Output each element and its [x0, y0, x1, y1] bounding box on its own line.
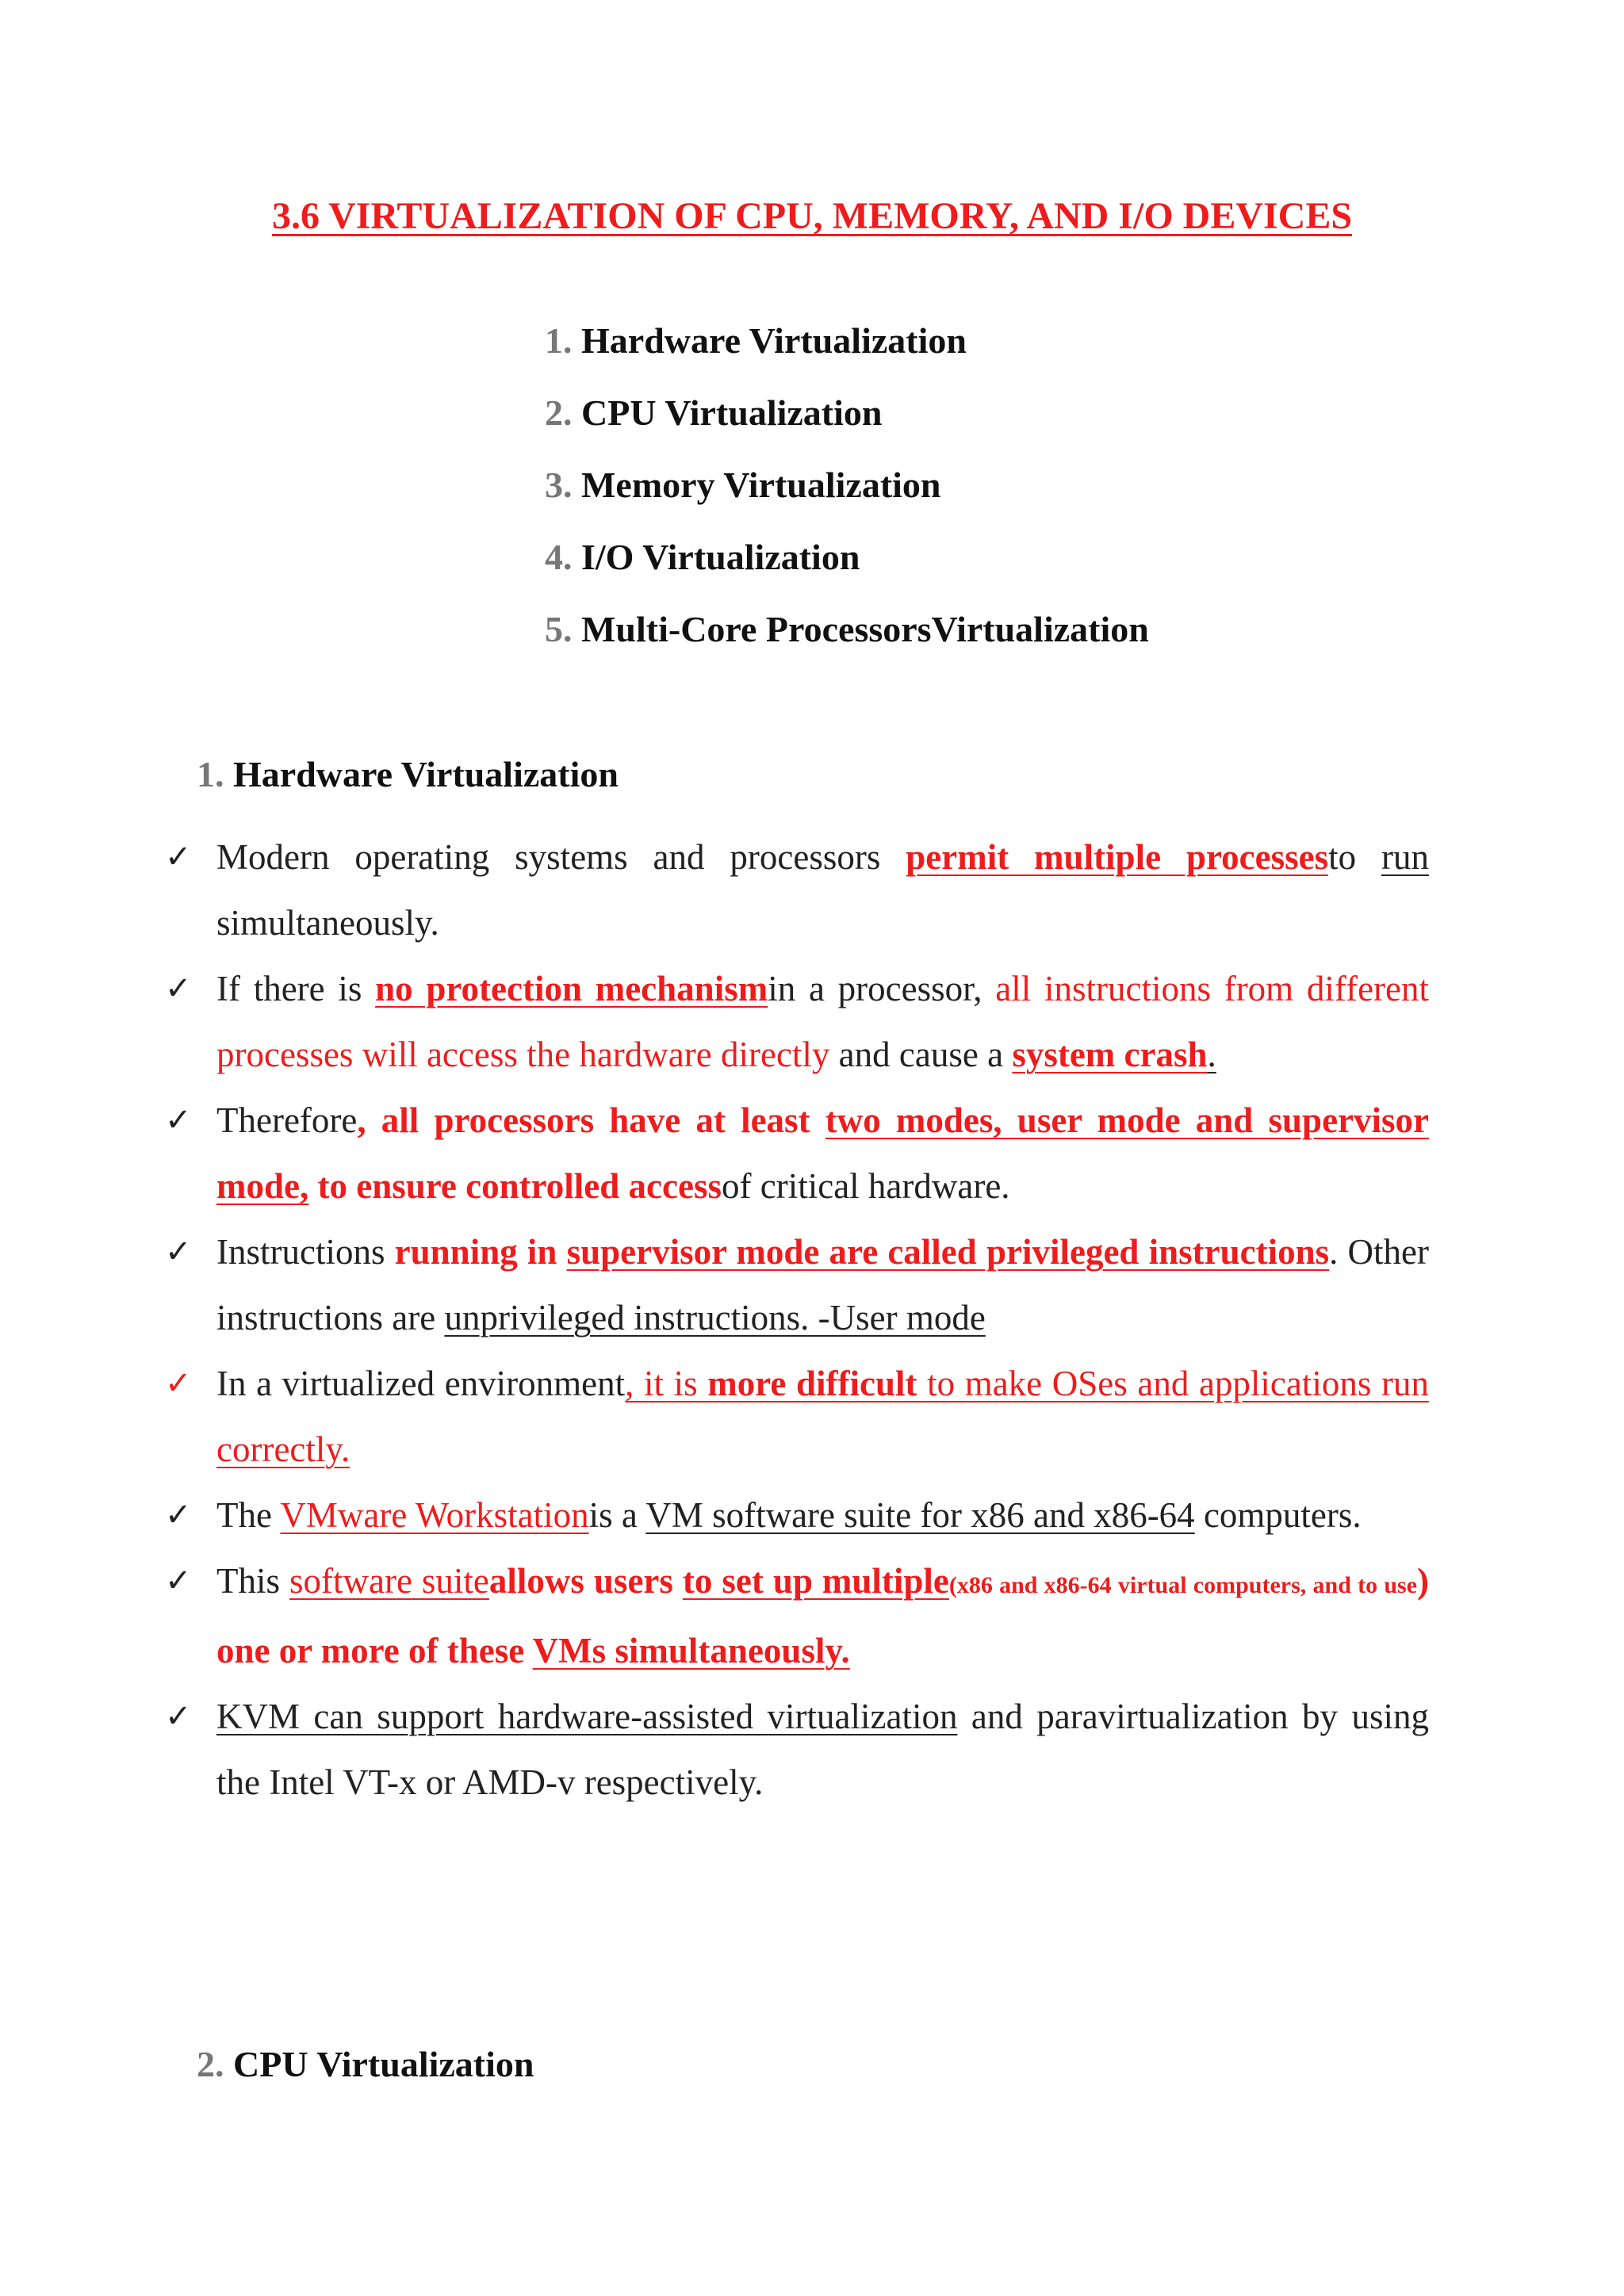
checkmark-icon: ✓: [165, 839, 192, 875]
bullet-item: [165, 1548, 1429, 1684]
checkmark-icon: ✓: [165, 1698, 192, 1735]
toc-item: [545, 534, 1149, 606]
bold-red-run: allows users: [488, 1561, 683, 1601]
text-run: This: [216, 1561, 289, 1601]
highlight-run: two modes, user mode and supervisor mode,: [216, 1100, 1430, 1206]
checkmark-icon: ✓: [165, 1563, 192, 1599]
text-run: in a processor,: [768, 969, 996, 1008]
page-title: 3.6 VIRTUALIZATION OF CPU, MEMORY, AND I/O DEVICES: [271, 195, 1353, 237]
text-run: .: [1207, 1035, 1216, 1074]
bullet-text: [216, 1483, 1429, 1548]
text-run: and cause a: [829, 1035, 1013, 1074]
checkmark-icon: ✓: [165, 1497, 192, 1533]
toc-item: [545, 389, 1149, 461]
bullet-text: [216, 1684, 1429, 1816]
checkmark-icon: ✓: [165, 1234, 192, 1270]
bullet-text: [216, 956, 1429, 1088]
bullet-item: [165, 1351, 1429, 1483]
red-run: to make OSes and applications run correctly.: [216, 1364, 1429, 1469]
text-run: The: [216, 1495, 281, 1535]
bullet-item: [165, 1088, 1429, 1219]
underline-run: VM software suite for x86 and x86-64: [645, 1495, 1195, 1535]
checkmark-icon: ✓: [165, 970, 192, 1007]
bullet-item: [165, 956, 1429, 1088]
text-run: and paravirtualization by using the Intel VT-x or AMD-v respectively.: [216, 1697, 1430, 1802]
text-run: to: [1328, 837, 1381, 877]
text-run: of critical hardware.: [722, 1166, 1010, 1206]
text-run: is a: [588, 1495, 646, 1535]
bullet-text: [216, 1548, 1429, 1684]
checkmark-icon: ✓: [165, 1102, 192, 1138]
toc-label: Hardware Virtualization: [581, 320, 967, 361]
section-heading-hardware-virtualization: [197, 751, 619, 798]
underline-run: run: [1381, 837, 1429, 877]
text-run: . Other instructions are: [216, 1232, 1429, 1337]
highlight-run: system crash: [1012, 1035, 1208, 1074]
toc-number: 4.: [545, 537, 573, 577]
text-run: simultaneously.: [216, 903, 439, 943]
bold-red-run: ) one or more of these: [216, 1561, 1430, 1670]
highlight-run: permit multiple processes: [906, 837, 1329, 877]
highlight-run: VMs simultaneously.: [532, 1631, 850, 1670]
bullet-text: [216, 1351, 1429, 1483]
highlight-run: supervisor mode are called privileged instructions: [566, 1232, 1330, 1272]
checkmark-icon: ✓: [165, 1365, 192, 1402]
highlight-run: no protection mechanism: [375, 969, 768, 1008]
text-run: computers.: [1194, 1495, 1362, 1535]
bullet-text: [216, 1088, 1429, 1219]
bullet-list: [165, 825, 1429, 1816]
bullet-item: [165, 1219, 1429, 1351]
section-label: CPU Virtualization: [233, 2044, 534, 2084]
bold-red-run: running in: [394, 1232, 567, 1272]
bullet-text: [216, 1219, 1429, 1351]
red-run: all instructions from different processes will access the hardware directly: [216, 969, 1430, 1074]
section-heading-cpu-virtualization: [197, 2041, 534, 2088]
bullet-item: [165, 1483, 1429, 1548]
toc-label: Memory Virtualization: [581, 465, 941, 505]
section-label: Hardware Virtualization: [233, 754, 619, 794]
text-run: Instructions: [216, 1232, 395, 1272]
toc-label: Multi-Core ProcessorsVirtualization: [581, 609, 1149, 649]
red-run: , it is: [625, 1364, 708, 1403]
red-run: software suite: [289, 1561, 489, 1601]
toc-number: 3.: [545, 465, 573, 505]
bullet-text: [216, 825, 1429, 956]
bold-red-run: , all processors have at least: [357, 1100, 825, 1140]
highlight-run: more difficult: [707, 1364, 917, 1403]
underline-run: KVM can support hardware-assisted virtualization: [216, 1697, 958, 1736]
toc-number: 1.: [545, 320, 573, 361]
toc-number: 5.: [545, 609, 573, 649]
text-run: In a virtualized environment: [216, 1364, 626, 1403]
red-run: VMware Workstation: [280, 1495, 589, 1535]
toc-label: I/O Virtualization: [581, 537, 860, 577]
toc-item: [545, 461, 1149, 534]
underline-run: unprivileged instructions. -User mode: [444, 1298, 986, 1337]
bold-red-run: to ensure controlled access: [308, 1166, 722, 1206]
small-red-run: (x86 and x86-64 virtual computers, and to use: [948, 1572, 1418, 1598]
toc-item: [545, 606, 1149, 678]
section-number: 2.: [197, 2044, 224, 2084]
bullet-item: [165, 825, 1429, 956]
section-number: 1.: [197, 754, 224, 794]
table-of-contents: [545, 317, 1149, 678]
toc-number: 2.: [545, 392, 573, 433]
toc-item: [545, 317, 1149, 389]
toc-label: CPU Virtualization: [581, 392, 883, 433]
text-run: Modern operating systems and processors: [216, 837, 906, 877]
text-run: If there is: [216, 969, 376, 1008]
highlight-run: to set up multiple: [682, 1561, 949, 1601]
bullet-item: [165, 1684, 1429, 1816]
text-run: Therefore: [216, 1100, 358, 1140]
